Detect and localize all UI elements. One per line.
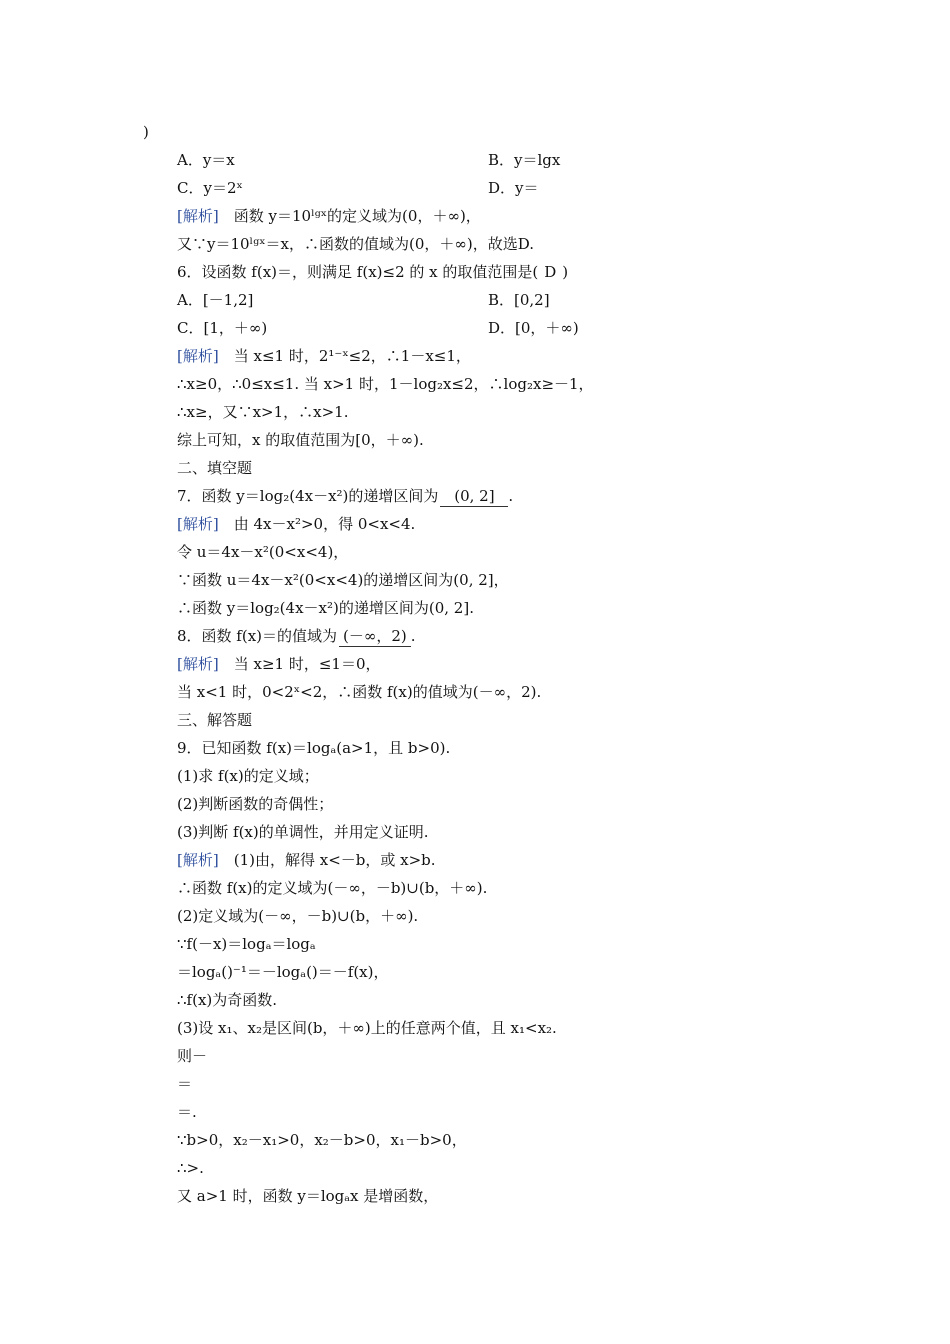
q9-solution-line-6: ∴f(x)为奇函数. [177, 991, 278, 1009]
q9-solution-line-9: ＝ [177, 1075, 193, 1093]
solution-tag: [解析] [177, 207, 219, 225]
paren-line: ) [143, 123, 149, 141]
q6-option-c: C．[1，＋∞) [177, 319, 268, 337]
q9-solution-line-3: (2)定义域为(－∞，－b)∪(b，＋∞). [177, 907, 419, 925]
q9-solution-line-13: 又 a>1 时，函数 y＝logₐx 是增函数， [177, 1187, 439, 1205]
q9-solution-text-1: (1)由，解得 x<－b，或 x>b. [233, 851, 436, 869]
q9-solution-line-7: (3)设 x₁、x₂是区间(b，＋∞)上的任意两个值，且 x₁<x₂. [177, 1019, 557, 1037]
q9-solution-line-11: ∵b>0，x₂－x₁>0，x₂－b>0，x₁－b>0， [177, 1131, 467, 1149]
q6-close-paren: ) [562, 263, 569, 281]
q7-answer-blank: (0, 2] [440, 486, 508, 507]
q6-option-d: D．[0，＋∞) [488, 319, 579, 337]
q7-stem: 7．函数 y＝log₂(4x－x²)的递增区间为 [177, 487, 439, 505]
q5-option-d: D．y＝ [488, 179, 539, 197]
section-2-heading: 二、填空题 [177, 459, 253, 477]
q7-solution-line-3: ∵函数 u＝4x－x²(0<x<4)的递增区间为(0, 2]， [177, 571, 509, 589]
q9-part-3: (3)判断 f(x)的单调性，并用定义证明. [177, 823, 429, 841]
q8-solution-line-2: 当 x<1 时，0<2ˣ<2，∴函数 f(x)的值域为(－∞，2). [177, 683, 542, 701]
q7-end: . [508, 487, 514, 505]
q8-stem: 8．函数 f(x)＝的值域为 [177, 627, 338, 645]
q5-solution-text-1: 函数 y＝10ˡᵍˣ的定义域为(0，＋∞)， [233, 207, 481, 225]
q8-solution-line-1 [177, 654, 381, 674]
q8-solution-text-1: 当 x≥1 时，≤1＝0， [233, 655, 381, 673]
q6-solution-text-1: 当 x≤1 时，2¹⁻ˣ≤2，∴1－x≤1， [233, 347, 471, 365]
q6-solution-line-1 [177, 346, 471, 366]
solution-tag: [解析] [177, 655, 219, 673]
q7-solution-line-2: 令 u＝4x－x²(0<x<4)， [177, 543, 349, 561]
q7-stem-line [177, 486, 513, 507]
q9-solution-line-8: 则－ [177, 1047, 208, 1065]
q6-solution-line-3: ∴x≥，又∵x>1，∴x>1. [177, 403, 349, 421]
q6-option-b: B．[0,2] [488, 291, 550, 309]
q9-part-2: (2)判断函数的奇偶性； [177, 795, 334, 813]
q5-option-b: B．y＝lgx [488, 151, 561, 169]
q5-option-c: C．y＝2ˣ [177, 179, 243, 197]
q5-solution-line-1 [177, 206, 481, 226]
section-3-heading: 三、解答题 [177, 711, 253, 729]
q6-solution-line-4: 综上可知，x 的取值范围为[0，＋∞). [177, 431, 424, 449]
q8-end: . [410, 627, 416, 645]
q9-stem: 9．已知函数 f(x)＝logₐ(a>1，且 b>0). [177, 739, 451, 757]
q7-solution-text-1: 由 4x－x²>0，得 0<x<4. [233, 515, 416, 533]
q6-stem-line [177, 262, 568, 282]
q9-part-1: (1)求 f(x)的定义域； [177, 767, 319, 785]
q8-stem-line [177, 626, 416, 647]
q6-stem: 6．设函数 f(x)＝，则满足 f(x)≤2 的 x 的取值范围是( [177, 263, 539, 281]
q6-answer: D [544, 263, 557, 281]
solution-tag: [解析] [177, 515, 219, 533]
q7-solution-line-4: ∴函数 y＝log₂(4x－x²)的递增区间为(0, 2]. [177, 599, 474, 617]
q5-solution-line-2: 又∵y＝10ˡᵍˣ＝x，∴函数的值域为(0，＋∞)，故选D. [177, 235, 535, 253]
q8-answer-blank: (－∞，2) [339, 626, 411, 647]
solution-tag: [解析] [177, 851, 219, 869]
q6-solution-line-2: ∴x≥0，∴0≤x≤1. 当 x>1 时，1－log₂x≤2，∴log₂x≥－1， [177, 375, 594, 393]
solution-tag: [解析] [177, 347, 219, 365]
q9-solution-line-5: ＝logₐ()⁻¹＝－logₐ()＝－f(x)， [177, 963, 389, 981]
q9-solution-line-1 [177, 850, 436, 870]
q9-solution-line-10: ＝. [177, 1103, 197, 1121]
q7-solution-line-1 [177, 514, 415, 534]
q9-solution-line-2: ∴函数 f(x)的定义域为(－∞，－b)∪(b，＋∞). [177, 879, 488, 897]
q9-solution-line-4: ∵f(－x)＝logₐ＝logₐ [177, 935, 316, 953]
q6-option-a: A．[－1,2] [177, 291, 254, 309]
q9-solution-line-12: ∴>. [177, 1159, 204, 1177]
q5-option-a: A．y＝x [177, 151, 235, 169]
